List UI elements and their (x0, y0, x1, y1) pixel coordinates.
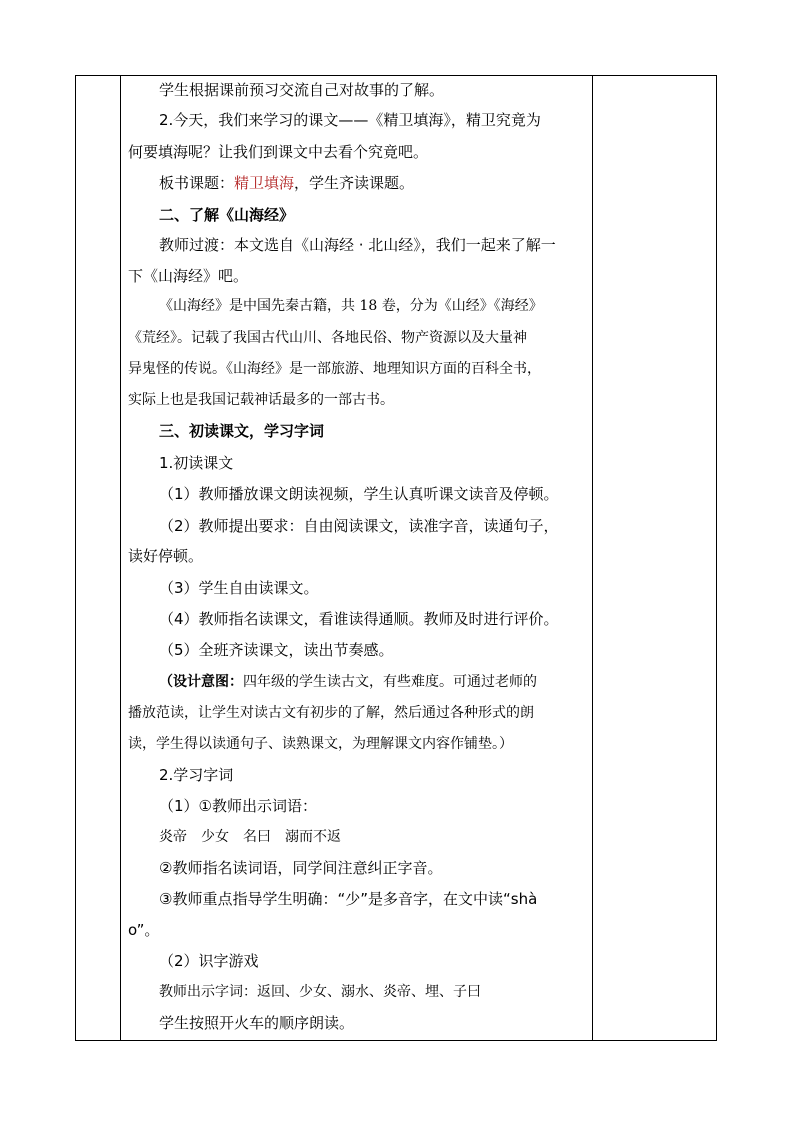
text-line: （3）学生自由读课文。 (159, 579, 319, 597)
section-heading: 三、初读课文，学习字词 (159, 422, 325, 440)
quote-line: 异鬼怪的传说。《山海经》是一部旅游、地理知识方面的百科全书， (128, 361, 541, 377)
design-note-line: 读，学生得以读通句子、读熟课文，为理解课文内容作铺垫。） (128, 736, 513, 752)
design-note-line: （设计意图：四年级的学生读古文，有些难度。可通过老师的 (159, 674, 537, 690)
subsection-heading: 2.学习字词 (159, 766, 234, 784)
text-line: 读好停顿。 (128, 547, 204, 565)
subsection-heading: 1.初读课文 (159, 454, 234, 472)
text-line: （1）①教师出示词语： (159, 797, 317, 815)
text-line: ②教师指名读词语，同学间注意纠正字音。 (159, 859, 443, 877)
text-line: 下《山海经》吧。 (128, 267, 249, 285)
text-line: （2）教师提出要求：自由阅读课文，读准字音，读通句子， (159, 517, 559, 535)
text-line: （5）全班齐读课文，读出节奏感。 (159, 641, 394, 659)
vocabulary-line: 炎帝 少女 名曰 溺而不返 (159, 829, 341, 845)
quote-line: 实际上也是我国记载神话最多的一部古书。 (128, 392, 394, 408)
board-title-line: 板书课题：精卫填海，学生齐读课题。 (159, 174, 415, 192)
text-line: 学生根据课前预习交流自己对故事的了解。 (159, 81, 445, 99)
text-line: 2.今天，我们来学习的课文——《精卫填海》，精卫究竟为 (159, 111, 541, 129)
text-line: （4）教师指名读课文，看谁读得通顺。教师及时进行评价。 (159, 610, 559, 628)
quote-line: 《荒经》。记载了我国古代山川、各地民俗、物产资源以及大量神 (128, 330, 527, 346)
design-note-line: 播放范读，让学生对读古文有初步的了解，然后通过各种形式的朗 (128, 705, 534, 721)
lesson-title: 精卫填海 (234, 174, 295, 192)
text-line: ③教师重点指导学生明确：“少”是多音字，在文中读“shà (159, 890, 538, 908)
text-line: 何要填海呢？让我们到课文中去看个究竟吧。 (128, 143, 429, 161)
text-line: 学生按照开火车的顺序朗读。 (159, 1014, 355, 1032)
vocabulary-line: 教师出示字词：返回、少女、溺水、炎帝、埋、子曰 (159, 984, 481, 1000)
text-line: 教师过渡：本文选自《山海经 · 北山经》，我们一起来了解一 (159, 236, 556, 254)
text-line: （2）识字游戏 (159, 952, 259, 970)
column-divider-left (120, 76, 121, 1040)
text-line: o”。 (128, 921, 160, 939)
section-heading: 二、了解《山海经》 (159, 206, 295, 224)
quote-line: 《山海经》是中国先秦古籍，共 18 卷，分为《山经》《海经》 (159, 298, 543, 314)
text-line: （1）教师播放课文朗读视频，学生认真听课文读音及停顿。 (159, 485, 559, 503)
lesson-table (75, 75, 717, 1041)
column-divider-right (592, 76, 593, 1040)
